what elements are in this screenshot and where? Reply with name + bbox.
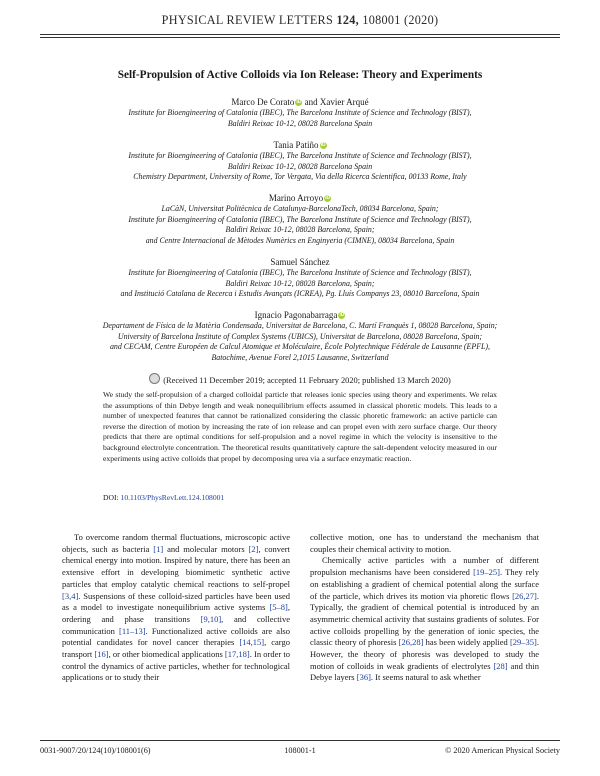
received-dates: [0, 373, 600, 385]
body-text: . Typically, the gradient of chemical potential is introduced by an asymmetric chemical activity that sustains gradients of solutes. For active colloids propelling by the generation of ionic species, the classic theory of phoresis: [310, 590, 539, 648]
body-text: , ordering and phase transitions: [62, 602, 290, 624]
body-text: and thin Debye layers: [310, 660, 539, 683]
body-text: Chemically active particles with a number of different propulsion mechanisms have been considered: [310, 555, 539, 578]
citation-link[interactable]: [3,4]: [62, 590, 79, 601]
affiliation-line: Institute for Bioengineering of Catalonia (IBEC), The Barcelona Institute of Science and Technology (BIST),: [128, 268, 472, 277]
citation-link[interactable]: [29–35]: [509, 637, 537, 648]
journal-name: PHYSICAL REVIEW LETTERS: [161, 13, 334, 27]
affiliation-block-5: [0, 321, 600, 363]
author-line-1: [0, 97, 600, 107]
body-paragraph: [310, 532, 539, 555]
citation-link[interactable]: [19–25]: [473, 567, 501, 578]
doi-label: DOI:: [103, 493, 119, 502]
author-name: Marino Arroyo: [268, 193, 324, 203]
citation-link[interactable]: [26,27]: [512, 590, 537, 601]
abstract: We study the self-propulsion of a charged colloidal particle that releases ionic species using theory and experiments. We relax the assumptions of thin Debye length and weak nonequilibrium effects assumed in classical phoretic models. This leads to a number of unexpected features that cannot be rationalized considering the classic phoretic framework: an active particle can reverse the direction of motion by increasing the rate of ion release and can propel even with zero surface charge. Our theory predicts that there are optimal conditions for self-propulsion and a novel regime in which the velocity is insensitive to the background electrolyte concentration. The theoretical results quantitatively capture the salt-dependent velocity measured in our experiments using active colloids that propel by decomposing urea via a surface enzymatic reaction.: [103, 390, 497, 463]
body-text: . In order to control the dynamics of active particles, whether for technological applications or to study their: [62, 649, 290, 683]
affiliation-line: Institute for Bioengineering of Catalonia (IBEC), The Barcelona Institute of Science and Technology (BIST),: [128, 108, 472, 117]
body-text: , convert chemical energy into motion. Inspired by nature, there has been an extensive effort in developing biomimetic synthetic active particles that employ catalytic chemical reactions to self-propel: [62, 543, 290, 589]
received-text: (Received 11 December 2019; accepted 11 February 2020; published 13 March 2020): [163, 376, 451, 385]
citation-link[interactable]: [11–13]: [118, 625, 146, 636]
citation-link[interactable]: [14,15]: [239, 637, 265, 648]
orcid-icon[interactable]: iD: [325, 195, 331, 201]
citation-link[interactable]: [36]: [356, 672, 371, 683]
body-text: . Functionalized active colloids are also potential candidates for novel cancer therapies: [62, 625, 290, 648]
body-text: . Suspensions of these colloid-sized particles have been used as a model to investigate nonequilibrium active systems: [62, 590, 290, 613]
body-paragraph: [62, 532, 290, 684]
author-name: Marco De Corato: [231, 97, 295, 107]
affiliation-line: and Institució Catalana de Recerca i Estudis Avançats (ICREA), Pg. Lluís Companys 23, 08010 Barcelona, Spain: [120, 289, 480, 299]
affiliation-line: Baldiri Reixac 10-12, 08028 Barcelona, Spain;: [225, 225, 375, 235]
journal-volume: 124,: [336, 13, 359, 27]
body-text: , cargo transport: [62, 637, 290, 660]
orcid-icon[interactable]: iD: [339, 312, 345, 318]
body-text: has been widely applied: [423, 637, 510, 648]
doi-link[interactable]: 10.1103/PhysRevLett.124.108001: [120, 493, 225, 502]
footer-rule: [40, 740, 560, 741]
doi-line: [103, 493, 224, 502]
body-text: . It seems natural to ask whether: [370, 672, 481, 683]
affiliation-line: Baldiri Reixac 10-12, 08028 Barcelona Spain: [227, 161, 373, 171]
paper-title: Self-Propulsion of Active Colloids via Ion Release: Theory and Experiments: [117, 69, 483, 81]
author-name: Tania Patiño: [273, 140, 319, 150]
affiliation-line: Institute for Bioengineering of Catalonia (IBEC), The Barcelona Institute of Science and Technology (BIST),: [128, 151, 472, 160]
body-text: and molecular motors: [163, 543, 249, 554]
author-line-5: [0, 310, 600, 320]
affiliation-line: University of Barcelona Institute of Complex Systems (UBICS), Universitat de Barcelona, 08028 Barcelona, Spain;: [117, 331, 483, 341]
orcid-icon[interactable]: iD: [320, 142, 326, 148]
body-text: , and collective communication: [62, 613, 290, 636]
citation-link[interactable]: [9,10]: [200, 613, 222, 624]
affiliation-line: Chemistry Department, University of Rome, Tor Vergata, Via della Ricerca Scientifica, 00133 Rome, Italy: [133, 172, 467, 182]
header-rule-double: [40, 37, 560, 38]
affiliation-block-4: [0, 268, 600, 300]
affiliation-line: Institute for Bioengineering of Catalonia (IBEC), The Barcelona Institute of Science and Technology (BIST),: [128, 214, 472, 224]
article-number: 108001 (2020): [362, 13, 439, 27]
affiliation-block-2: [0, 151, 600, 183]
citation-link[interactable]: [5–8]: [269, 602, 288, 613]
journal-header: [0, 13, 600, 28]
affiliation-line: and CECAM, Centre Européen de Calcul Atomique et Moléculaire, École Polytechnique Fédérale de Lausanne (EPFL),: [109, 342, 491, 352]
citation-link[interactable]: [26,28]: [398, 637, 424, 648]
body-column-left: [62, 532, 290, 684]
affiliation-line: Baldiri Reixac 10-12, 08028 Barcelona Spain: [227, 118, 373, 128]
affiliation-line: Baldiri Reixac 10-12, 08028 Barcelona, Spain;: [225, 278, 375, 288]
affiliation-block-3: [0, 204, 600, 246]
author-line-3: [0, 193, 600, 203]
author-name: Ignacio Pagonabarraga: [254, 310, 338, 320]
orcid-icon[interactable]: iD: [296, 99, 302, 105]
body-text: collective motion, one has to understand the mechanism that couples their chemical activity to motion.: [310, 532, 539, 554]
citation-link[interactable]: [1]: [153, 543, 164, 554]
affiliation-block-1: [0, 108, 600, 129]
body-text: . They rely on establishing a gradient of chemical potential along the surface of the particle, which drives its motion via phoretic flows: [310, 567, 539, 601]
citation-link[interactable]: [2]: [248, 543, 259, 554]
author-line-4: [0, 257, 600, 267]
citation-link[interactable]: [16]: [94, 649, 109, 660]
citation-link[interactable]: [17,18]: [224, 649, 250, 660]
affiliation-line: and Centre Internacional de Mètodes Numèrics en Enginyeria (CIMNE), 08034 Barcelona, Spain: [145, 235, 455, 245]
footer-issn: 0031-9007/20/124(10)/108001(6): [40, 746, 151, 755]
citation-link[interactable]: [28]: [493, 660, 508, 671]
affiliation-line: Batochime, Avenue Forel 2,1015 Lausanne, Switzerland: [211, 352, 389, 362]
footer-page-number: 108001-1: [284, 746, 316, 755]
author-name: Samuel Sánchez: [270, 257, 330, 267]
footer-copyright: © 2020 American Physical Society: [445, 746, 560, 755]
open-access-icon: [149, 373, 160, 384]
body-column-right: [310, 532, 539, 684]
author-coauthor: and Xavier Arqué: [302, 97, 369, 107]
body-text: , or other biomedical applications: [108, 649, 225, 660]
author-line-2: [0, 140, 600, 150]
body-text: . However, the theory of phoresis was developed to study the motion of colloids in weak gradients of electrolytes: [310, 637, 539, 671]
affiliation-line: LaCàN, Universitat Politècnica de Catalunya-BarcelonaTech, 08034 Barcelona, Spain;: [161, 204, 439, 213]
header-rule: [40, 34, 560, 35]
affiliation-line: Departament de Física de la Matèria Condensada, Universitat de Barcelona, C. Martí Franquès 1, 08028 Barcelona, Spain;: [102, 321, 498, 330]
body-text: To overcome random thermal fluctuations, microscopic active objects, such as bacteria: [62, 532, 290, 554]
body-paragraph: [310, 555, 539, 684]
